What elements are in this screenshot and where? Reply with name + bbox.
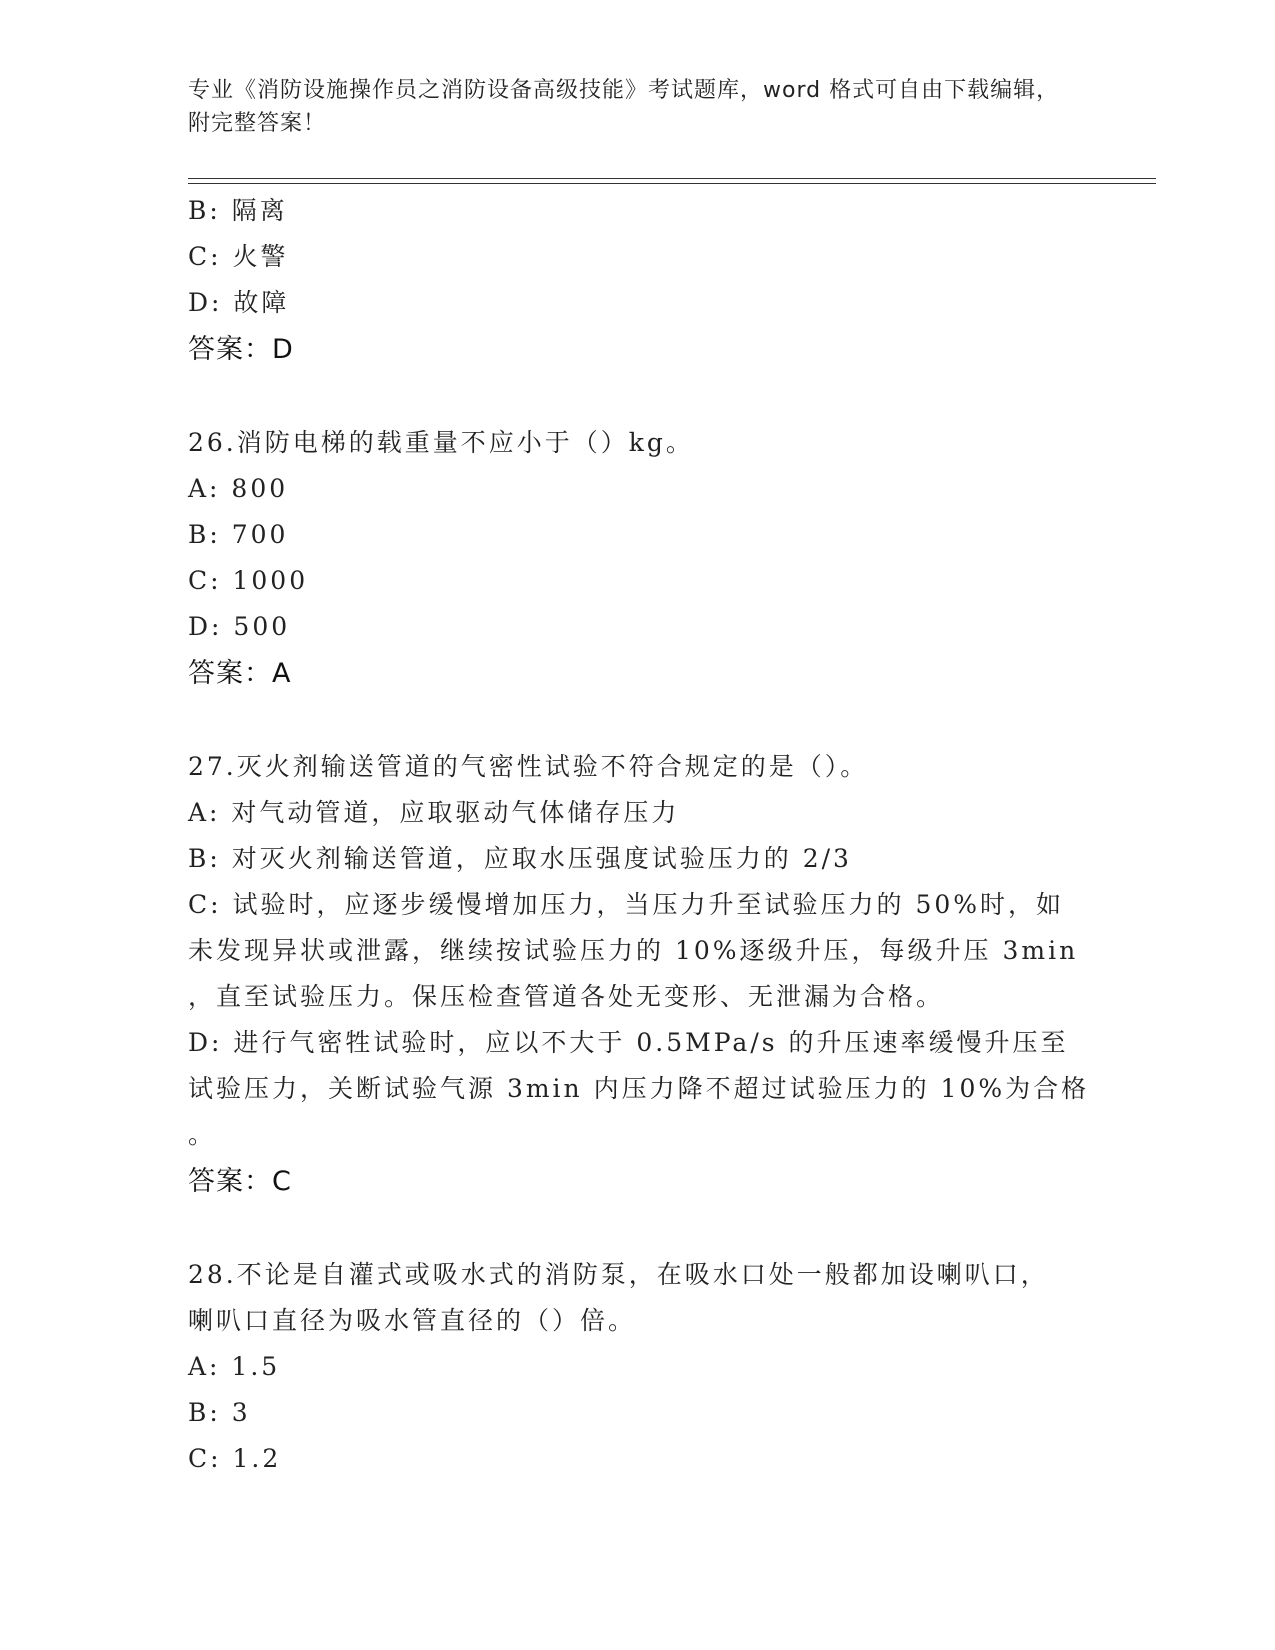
q26-option-a: A: 800 (188, 474, 289, 503)
q27-option-d-line3: 。 (188, 1120, 217, 1149)
q25-answer: 答案：D (188, 334, 294, 365)
q28-option-c: C: 1.2 (188, 1444, 282, 1473)
q26-option-d: D: 500 (188, 612, 291, 641)
q27-option-c-line2: 未发现异状或泄露，继续按试验压力的 10%逐级升压，每级升压 3min (188, 936, 1079, 965)
header-divider-bottom (188, 183, 1156, 184)
header-divider-top (188, 178, 1156, 179)
q27-stem: 27.灭火剂输送管道的气密性试验不符合规定的是（）。 (188, 752, 869, 781)
q28-option-b: B: 3 (188, 1398, 251, 1427)
q26-option-b: B: 700 (188, 520, 289, 549)
q27-option-c-line1: C: 试验时，应逐步缓慢增加压力，当压力升至试验压力的 50%时，如 (188, 890, 1065, 919)
q26-answer: 答案：A (188, 658, 292, 689)
q27-option-d-line1: D: 进行气密牲试验时，应以不大于 0.5MPa/s 的升压速率缓慢升压至 (188, 1028, 1069, 1057)
q25-option-c: C: 火警 (188, 242, 289, 271)
q27-option-b: B: 对灭火剂输送管道，应取水压强度试验压力的 2/3 (188, 844, 852, 873)
q28-stem-line1: 28.不论是自灌式或吸水式的消防泵，在吸水口处一般都加设喇叭口， (188, 1260, 1049, 1289)
q27-option-a: A: 对气动管道，应取驱动气体储存压力 (188, 798, 680, 827)
q27-option-d-line2: 试验压力，关断试验气源 3min 内压力降不超过试验压力的 10%为合格 (188, 1074, 1090, 1103)
q27-option-c-line3: ，直至试验压力。保压检查管道各处无变形、无泄漏为合格。 (188, 982, 945, 1011)
document-header: 专业《消防设施操作员之消防设备高级技能》考试题库，word 格式可自由下载编辑，附完整答案！ (188, 78, 1060, 136)
q28-stem-line2: 喇叭口直径为吸水管直径的（）倍。 (188, 1306, 637, 1335)
q27-answer: 答案：C (188, 1166, 292, 1197)
q25-option-b: B: 隔离 (188, 196, 288, 225)
q26-stem: 26.消防电梯的载重量不应小于（）kg。 (188, 428, 694, 457)
q25-option-d: D: 故障 (188, 288, 290, 317)
q26-option-c: C: 1000 (188, 566, 309, 595)
q28-option-a: A: 1.5 (188, 1352, 281, 1381)
